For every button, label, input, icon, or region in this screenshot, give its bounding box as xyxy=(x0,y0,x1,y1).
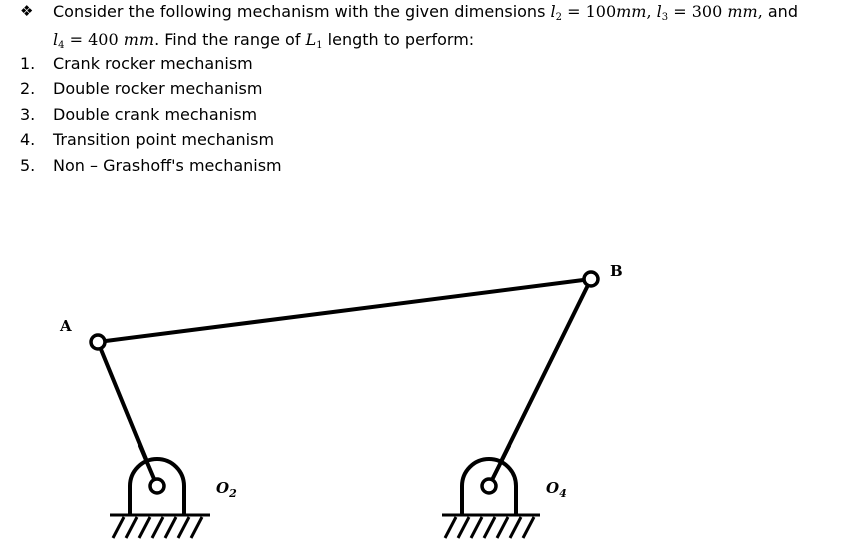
pivot-o2 xyxy=(150,479,164,493)
L1-symbol: $L_1$ xyxy=(305,30,323,51)
find-tail: length to perform: xyxy=(327,30,475,49)
joint-a xyxy=(91,335,105,349)
label-o2: $O_2$ xyxy=(216,479,237,500)
pivot-o4 xyxy=(482,479,496,493)
ground-hatch-o2 xyxy=(113,517,202,538)
label-o4: $O_4$ xyxy=(546,479,567,500)
ground-hatch-o4 xyxy=(445,517,534,538)
label-a: A xyxy=(60,317,72,335)
find-text: Find the range of xyxy=(164,30,301,49)
label-b: B xyxy=(610,262,623,280)
and-word: and xyxy=(767,2,798,21)
l2-expression: $l_2 = 100mm$, $l_3 = 300$ mm, xyxy=(550,2,768,23)
joint-b xyxy=(584,272,598,286)
question-intro: Consider the following mechanism with the given dimensions xyxy=(53,2,546,21)
bullet-icon: ❖ xyxy=(20,2,34,20)
l4-expression: $l_4 = 400$ mm. xyxy=(53,30,165,51)
link-3 xyxy=(98,279,591,342)
